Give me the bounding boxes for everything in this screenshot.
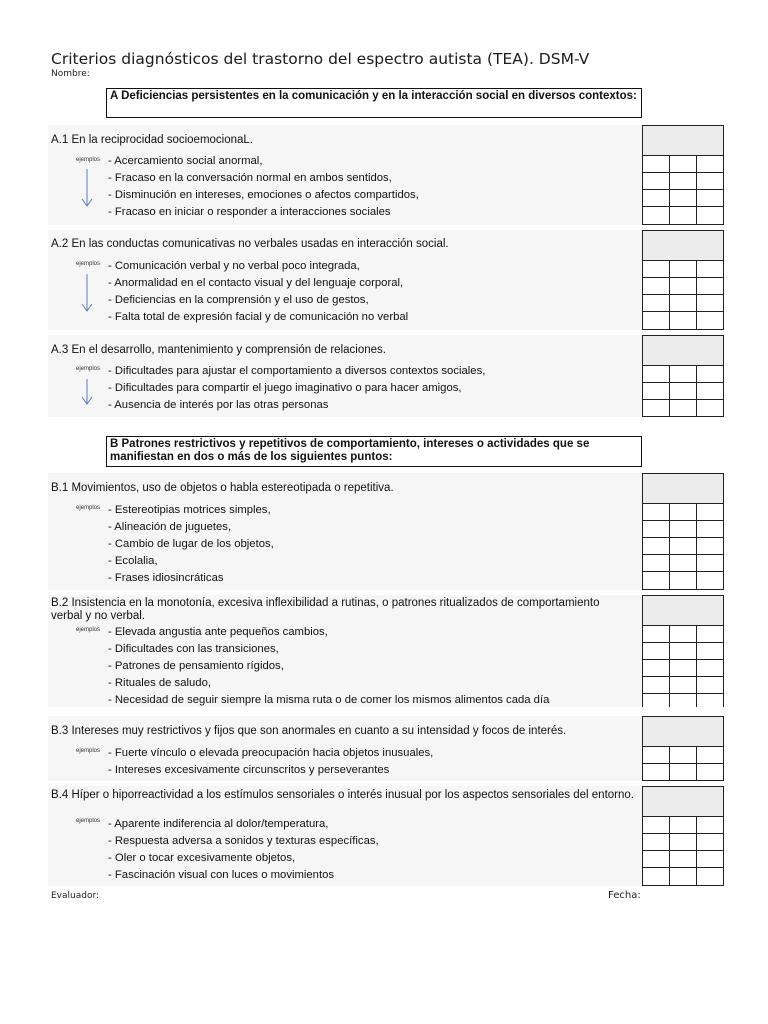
score-cell[interactable] [670, 817, 697, 833]
example-line: - Rituales de saludo, [108, 677, 211, 689]
example-line: - Estereotipias motrices simples, [108, 504, 271, 516]
score-cell[interactable] [643, 383, 670, 399]
ejemplos-label: ejemplos [76, 748, 101, 754]
ejemplos-label: ejemplos [76, 818, 101, 824]
score-cell[interactable] [697, 851, 723, 867]
example-line: - Alineación de juguetes, [108, 521, 232, 533]
example-line: - Anormalidad en el contacto visual y del lenguaje corporal, [108, 277, 404, 289]
fecha-label: Fecha: [608, 890, 641, 901]
score-cell[interactable] [697, 366, 723, 382]
criterion-b2 [48, 595, 724, 707]
score-grid [642, 595, 724, 707]
score-cell[interactable] [643, 261, 670, 277]
example-line: - Dificultades con las transiciones, [108, 643, 279, 655]
ejemplos-label: ejemplos [76, 366, 101, 372]
score-cell[interactable] [697, 156, 723, 172]
score-grid [642, 716, 724, 781]
score-cell[interactable] [697, 834, 723, 850]
example-line: - Comunicación verbal y no verbal poco integrada, [108, 260, 360, 272]
score-cell[interactable] [643, 312, 670, 329]
example-line: - Oler o tocar excesivamente objetos, [108, 852, 296, 864]
arrow-down-icon [81, 274, 93, 312]
score-cell[interactable] [643, 643, 670, 659]
score-cell[interactable] [697, 626, 723, 642]
score-cell[interactable] [643, 694, 670, 707]
criterion-a3 [48, 335, 724, 417]
ejemplos-label: ejemplos [76, 157, 101, 163]
example-line: - Dificultades para compartir el juego imaginativo o para hacer amigos, [108, 382, 462, 394]
score-cell[interactable] [670, 626, 697, 642]
score-cell[interactable] [697, 383, 723, 399]
criterion-b3 [48, 716, 724, 781]
score-cell[interactable] [643, 190, 670, 206]
evaluador-label: Evaluador: [51, 891, 100, 901]
score-cell[interactable] [643, 366, 670, 382]
score-cell[interactable] [697, 817, 723, 833]
score-header-cell[interactable] [643, 717, 723, 747]
example-line: - Deficiencias en la comprensión y el uso de gestos, [108, 294, 369, 306]
score-grid [642, 125, 724, 225]
score-grid [642, 335, 724, 417]
page-title: Criterios diagnósticos del trastorno del espectro autista (TEA). DSM-V [51, 50, 590, 68]
example-line: - Aparente indiferencia al dolor/temperatura, [108, 818, 329, 830]
score-cell[interactable] [670, 278, 697, 294]
score-cell[interactable] [643, 555, 670, 571]
score-grid [642, 473, 724, 590]
score-cell[interactable] [697, 677, 723, 693]
score-cell[interactable] [697, 538, 723, 554]
score-cell[interactable] [670, 694, 697, 707]
criterion-title: A.3 En el desarrollo, mantenimiento y comprensión de relaciones. [51, 344, 386, 356]
score-cell[interactable] [697, 643, 723, 659]
example-line: - Cambio de lugar de los objetos, [108, 538, 274, 550]
example-line: - Acercamiento social anormal, [108, 155, 263, 167]
score-cell[interactable] [670, 261, 697, 277]
score-cell[interactable] [697, 261, 723, 277]
score-cell[interactable] [643, 764, 670, 781]
score-cell[interactable] [670, 747, 697, 763]
section-b-header: B Patrones restrictivos y repetitivos de comportamiento, intereses o actividades que se manifiestan en dos o más de los siguientes puntos: [106, 436, 642, 467]
example-line: - Disminución en intereses, emociones o afectos compartidos, [108, 189, 419, 201]
example-line: - Elevada angustia ante pequeños cambios, [108, 626, 328, 638]
nombre-label: Nombre: [51, 69, 90, 79]
score-cell[interactable] [643, 504, 670, 520]
score-grid [642, 230, 724, 330]
score-cell[interactable] [670, 400, 697, 417]
criterion-b4 [48, 786, 724, 886]
score-cell[interactable] [670, 834, 697, 850]
score-cell[interactable] [697, 868, 723, 885]
score-cell[interactable] [670, 366, 697, 382]
score-cell[interactable] [697, 521, 723, 537]
score-cell[interactable] [697, 504, 723, 520]
score-cell[interactable] [670, 156, 697, 172]
example-line: - Falta total de expresión facial y de comunicación no verbal [108, 311, 409, 323]
score-cell[interactable] [643, 626, 670, 642]
score-cell[interactable] [670, 555, 697, 571]
score-header-cell[interactable] [643, 231, 723, 261]
score-cell[interactable] [643, 538, 670, 554]
score-cell[interactable] [697, 173, 723, 189]
score-cell[interactable] [670, 660, 697, 676]
score-cell[interactable] [643, 400, 670, 417]
score-cell[interactable] [697, 278, 723, 294]
score-cell[interactable] [670, 572, 697, 589]
score-header-cell[interactable] [643, 336, 723, 366]
score-cell[interactable] [670, 851, 697, 867]
arrow-down-icon [81, 169, 93, 207]
score-cell[interactable] [697, 694, 723, 707]
score-cell[interactable] [697, 555, 723, 571]
score-header-cell[interactable] [643, 596, 723, 626]
score-cell[interactable] [697, 747, 723, 763]
score-cell[interactable] [643, 521, 670, 537]
score-cell[interactable] [670, 190, 697, 206]
score-cell[interactable] [670, 868, 697, 885]
score-cell[interactable] [697, 295, 723, 311]
ejemplos-label: ejemplos [76, 627, 101, 633]
criterion-title: B.2 Insistencia en la monotonía, excesiva inflexibilidad a rutinas, o patrones ritualizados de comportamiento verbal y no verbal. [51, 597, 600, 622]
score-header-cell[interactable] [643, 126, 723, 156]
score-cell[interactable] [643, 677, 670, 693]
score-cell[interactable] [697, 764, 723, 781]
criterion-title: B.3 Intereses muy restrictivos y fijos que son anormales en cuanto a su intensidad y focos de interés. [51, 725, 567, 737]
section-a-header: A Deficiencias persistentes en la comunicación y en la interacción social en diversos contextos: [106, 88, 642, 118]
example-line: - Fracaso en la conversación normal en ambos sentidos, [108, 172, 392, 184]
example-line: - Dificultades para ajustar el comportamiento a diversos contextos sociales, [108, 365, 486, 377]
example-line: - Ecolalia, [108, 555, 158, 567]
score-header-cell[interactable] [643, 474, 723, 504]
criterion-title: B.1 Movimientos, uso de objetos o habla estereotipada o repetitiva. [51, 482, 394, 494]
score-cell[interactable] [643, 660, 670, 676]
score-cell[interactable] [643, 834, 670, 850]
score-cell[interactable] [670, 207, 697, 224]
example-line: - Fracaso en iniciar o responder a interacciones sociales [108, 206, 391, 218]
score-cell[interactable] [643, 868, 670, 885]
score-cell[interactable] [697, 572, 723, 589]
score-cell[interactable] [670, 312, 697, 329]
score-grid [642, 786, 724, 886]
example-line: - Ausencia de interés por las otras personas [108, 399, 329, 411]
score-cell[interactable] [670, 295, 697, 311]
criterion-title: A.2 En las conductas comunicativas no verbales usadas en interacción social. [51, 238, 449, 250]
score-cell[interactable] [670, 764, 697, 781]
score-cell[interactable] [643, 851, 670, 867]
score-cell[interactable] [670, 643, 697, 659]
score-cell[interactable] [643, 173, 670, 189]
ejemplos-label: ejemplos [76, 505, 101, 511]
score-cell[interactable] [643, 207, 670, 224]
score-cell[interactable] [670, 173, 697, 189]
score-cell[interactable] [643, 156, 670, 172]
score-header-cell[interactable] [643, 787, 723, 817]
criterion-a2 [48, 230, 724, 330]
example-line: - Patrones de pensamiento rígidos, [108, 660, 284, 672]
example-line: - Fuerte vínculo o elevada preocupación hacia objetos inusuales, [108, 747, 434, 759]
score-cell[interactable] [697, 400, 723, 417]
example-line: - Necesidad de seguir siempre la misma ruta o de comer los mismos alimentos cada día [108, 694, 550, 706]
criterion-b1 [48, 473, 724, 590]
score-cell[interactable] [670, 383, 697, 399]
score-cell[interactable] [670, 677, 697, 693]
arrow-down-icon [81, 379, 93, 405]
score-cell[interactable] [670, 538, 697, 554]
score-cell[interactable] [643, 747, 670, 763]
criterion-a1 [48, 125, 724, 225]
criterion-title: A.1 En la reciprocidad socioemocionaL. [51, 134, 254, 146]
score-cell[interactable] [670, 504, 697, 520]
example-line: - Respuesta adversa a sonidos y texturas específicas, [108, 835, 379, 847]
score-cell[interactable] [670, 521, 697, 537]
example-line: - Frases idiosincráticas [108, 572, 224, 584]
example-line: - Intereses excesivamente circunscritos y perseverantes [108, 764, 390, 776]
criterion-title: B.4 Híper o hiporreactividad a los estímulos sensoriales o interés inusual por los aspectos sensoriales del entorno. [51, 789, 634, 801]
example-line: - Fascinación visual con luces o movimientos [108, 869, 335, 881]
score-cell[interactable] [697, 207, 723, 224]
score-cell[interactable] [643, 817, 670, 833]
score-cell[interactable] [643, 572, 670, 589]
ejemplos-label: ejemplos [76, 261, 101, 267]
score-cell[interactable] [697, 660, 723, 676]
score-cell[interactable] [643, 278, 670, 294]
score-cell[interactable] [697, 312, 723, 329]
score-cell[interactable] [643, 295, 670, 311]
score-cell[interactable] [697, 190, 723, 206]
